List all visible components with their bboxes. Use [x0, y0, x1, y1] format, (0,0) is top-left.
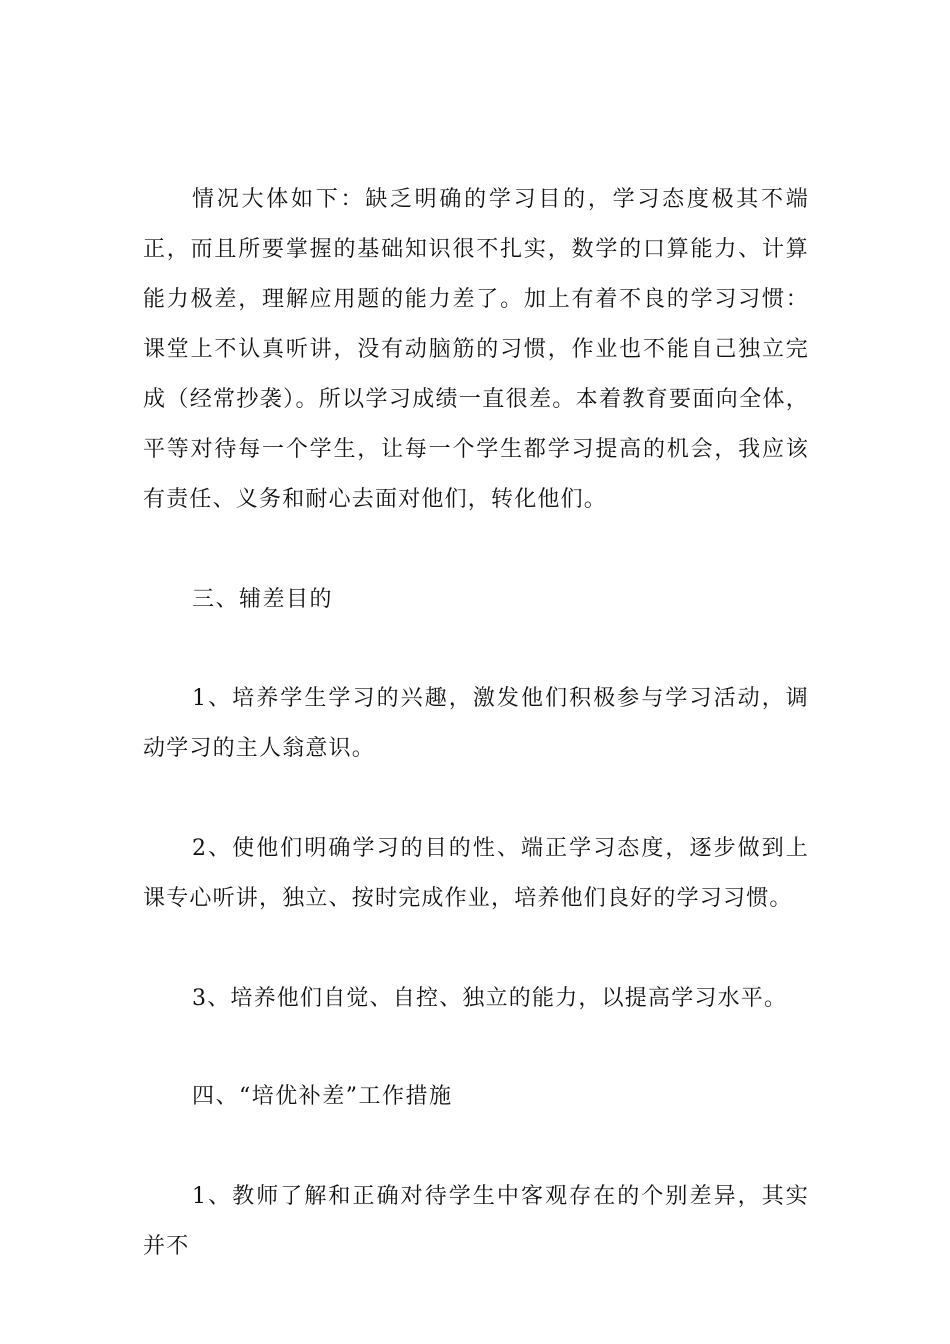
section-heading-3: 三、辅差目的: [192, 587, 334, 612]
goal-item-2: 2、使他们明确学习的目的性、端正学习态度，逐步做到上课专心听讲，独立、按时完成作业，培养他们良好的学习习惯。: [143, 836, 809, 911]
section-heading-4: 四、“培优补差”工作措施: [192, 1084, 453, 1109]
goal-item-1: 1、培养学生学习的兴趣，激发他们积极参与学习活动，调动学习的主人翁意识。: [143, 686, 809, 761]
goal-item-3: 3、培养他们自觉、自控、独立的能力，以提高学习水平。: [192, 986, 788, 1011]
measure-item-1: 1、教师了解和正确对待学生中客观存在的个别差异，其实并不: [143, 1184, 809, 1259]
paragraph-situation: 情况大体如下：缺乏明确的学习目的，学习态度极其不端正，而且所要掌握的基础知识很不扎实，数学的口算能力、计算能力极差，理解应用题的能力差了。加上有着不良的学习习惯：课堂上不认真听讲，没有动脑筋的习惯，作业也不能自己独立完成（经常抄袭）。所以学习成绩一直很差。本着教育要面向全体，平等对待每一个学生，让每一个学生都学习提高的机会，我应该有责任、义务和耐心去面对他们，转化他们。: [143, 187, 809, 512]
